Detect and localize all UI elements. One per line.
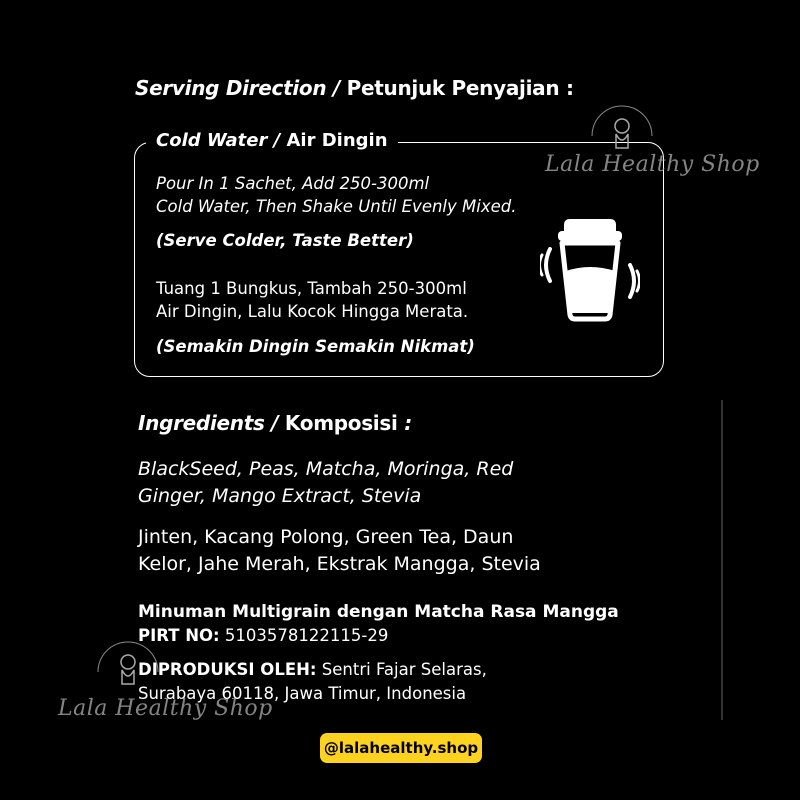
producer-line-1-text: Sentri Fajar Selaras,: [321, 660, 487, 679]
cold-water-title-id: Air Dingin: [286, 130, 388, 151]
title-separator: /: [264, 411, 285, 435]
ingredients-title: [138, 411, 412, 435]
cold-water-title: [146, 130, 398, 151]
ingredients-title-en: Ingredients: [138, 411, 265, 435]
title-colon: :: [397, 411, 412, 435]
serving-title-id: Petunjuk Penyajian :: [346, 76, 574, 100]
serving-direction-title: [135, 76, 574, 100]
cold-water-en-note: (Serve Colder, Taste Better): [156, 231, 414, 250]
cold-water-en-line-2: Cold Water, Then Shake Until Evenly Mixed.: [156, 197, 517, 216]
ingredients-id-line-1: Jinten, Kacang Polong, Green Tea, Daun: [138, 526, 514, 548]
ingredients-en-line-1: BlackSeed, Peas, Matcha, Moringa, Red: [138, 458, 514, 480]
ingredients-id-line-2: Kelor, Jahe Merah, Ekstrak Mangga, Stevia: [138, 553, 541, 575]
title-separator: /: [267, 130, 287, 151]
cold-water-en-line-1: Pour In 1 Sachet, Add 250-300ml: [156, 174, 430, 193]
watermark-text-top: Lala Healthy Shop: [545, 152, 760, 177]
social-handle-badge[interactable]: @lalahealthy.shop: [320, 733, 482, 763]
producer-line-2: Surabaya 60118, Jawa Timur, Indonesia: [138, 684, 467, 703]
producer-label: DIPRODUKSI OLEH:: [138, 660, 317, 679]
cold-water-id-note: (Semakin Dingin Semakin Nikmat): [156, 337, 475, 356]
pirt-value: 5103578122115-29: [224, 626, 389, 645]
producer-line-1: [138, 659, 487, 681]
ingredients-title-id: Komposisi: [284, 411, 398, 435]
serving-title-en: Serving Direction: [135, 76, 327, 100]
cold-water-id-line-2: Air Dingin, Lalu Kocok Hingga Merata.: [156, 302, 469, 321]
watermark-text-bottom: Lala Healthy Shop: [58, 696, 273, 721]
watermark-emblem-top: [582, 96, 662, 156]
ingredients-en-line-2: Ginger, Mango Extract, Stevia: [138, 485, 422, 507]
cold-water-id-line-1: Tuang 1 Bungkus, Tambah 250-300ml: [156, 279, 467, 298]
divider-line: [721, 400, 723, 720]
shaker-cup-icon: [540, 205, 640, 325]
pirt-line: [138, 625, 388, 647]
cold-water-title-en: Cold Water: [156, 130, 268, 151]
title-separator: /: [326, 76, 347, 100]
product-name: Minuman Multigrain dengan Matcha Rasa Mangga: [138, 602, 619, 622]
watermark-emblem-bottom: [88, 632, 168, 692]
pirt-label: PIRT NO:: [138, 626, 220, 645]
